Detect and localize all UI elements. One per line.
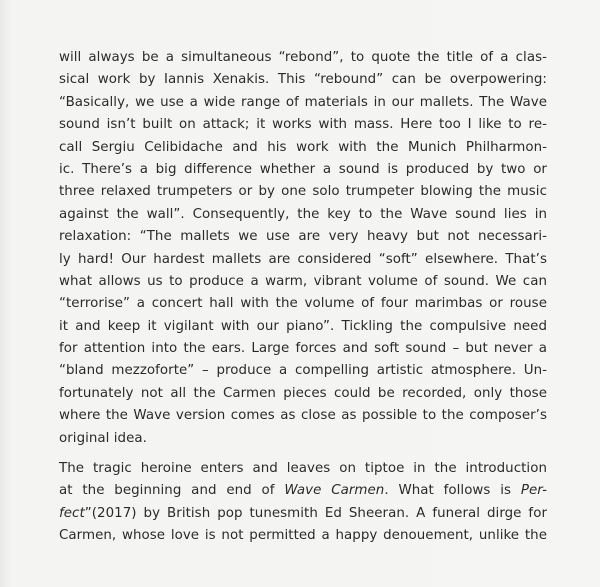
text-line: relaxation: “The mallets we use are very heavy but not necessari-	[59, 229, 547, 245]
text-run: at the beginning and end of	[59, 483, 285, 499]
text-line: sound isn’t built on attack; it works with mass. Here too I like to re-	[59, 117, 547, 133]
text-line: against the wall”. Consequently, the key to the Wave sound lies in	[59, 206, 547, 222]
text-line: what allows us to produce a warm, vibrant volume of sound. We can	[59, 273, 547, 289]
text-line	[59, 503, 547, 525]
text-line: call Sergiu Celibidache and his work with the Munich Philharmon-	[59, 139, 547, 155]
album-title: Wave Carmen	[284, 483, 385, 499]
text-line: ly hard! Our hardest mallets are considered “soft” elsewhere. That’s	[59, 251, 547, 267]
text-line: fortunately not all the Carmen pieces could be recorded, only those	[59, 385, 547, 401]
song-title: Per-	[520, 483, 547, 499]
text-line: ic. There’s a big difference whether a sound is produced by two or	[59, 161, 547, 177]
text-run: . What follows is	[384, 483, 521, 499]
text-line: Carmen, whose love is not permitted a happy denouement, unlike the	[59, 528, 547, 544]
paragraph-2	[59, 458, 547, 548]
text-line: original idea.	[59, 430, 147, 446]
text-line	[59, 480, 547, 502]
song-title: fect	[59, 505, 85, 521]
paragraph-1	[59, 47, 547, 450]
text-line: for attention into the ears. Large forces and soft sound – but never a	[59, 341, 547, 357]
text-line: will always be a simultaneous “rebond”, to quote the title of a clas-	[59, 50, 547, 65]
text-line: “bland mezzoforte” – produce a compelling artistic atmosphere. Un-	[59, 363, 547, 379]
text-line: “Basically, we use a wide range of materials in our mallets. The Wave	[59, 94, 547, 110]
text-line: sical work by Iannis Xenakis. This “rebound” can be overpowering:	[59, 72, 547, 88]
text-line: where the Wave version comes as close as possible to the composer’s	[59, 408, 547, 424]
text-line: three relaxed trumpeters or by one solo trumpeter blowing the music	[59, 184, 547, 200]
text-line: “terrorise” a concert hall with the volume of four marimbas or rouse	[59, 296, 547, 312]
text-line: it and keep it vigilant with our piano”. Tickling the compulsive need	[59, 318, 547, 334]
text-run: ”(2017) by British pop tunesmith Ed Sheeran. A funeral dirge for	[84, 505, 547, 521]
text-line: The tragic heroine enters and leaves on tiptoe in the introduction	[59, 461, 547, 476]
